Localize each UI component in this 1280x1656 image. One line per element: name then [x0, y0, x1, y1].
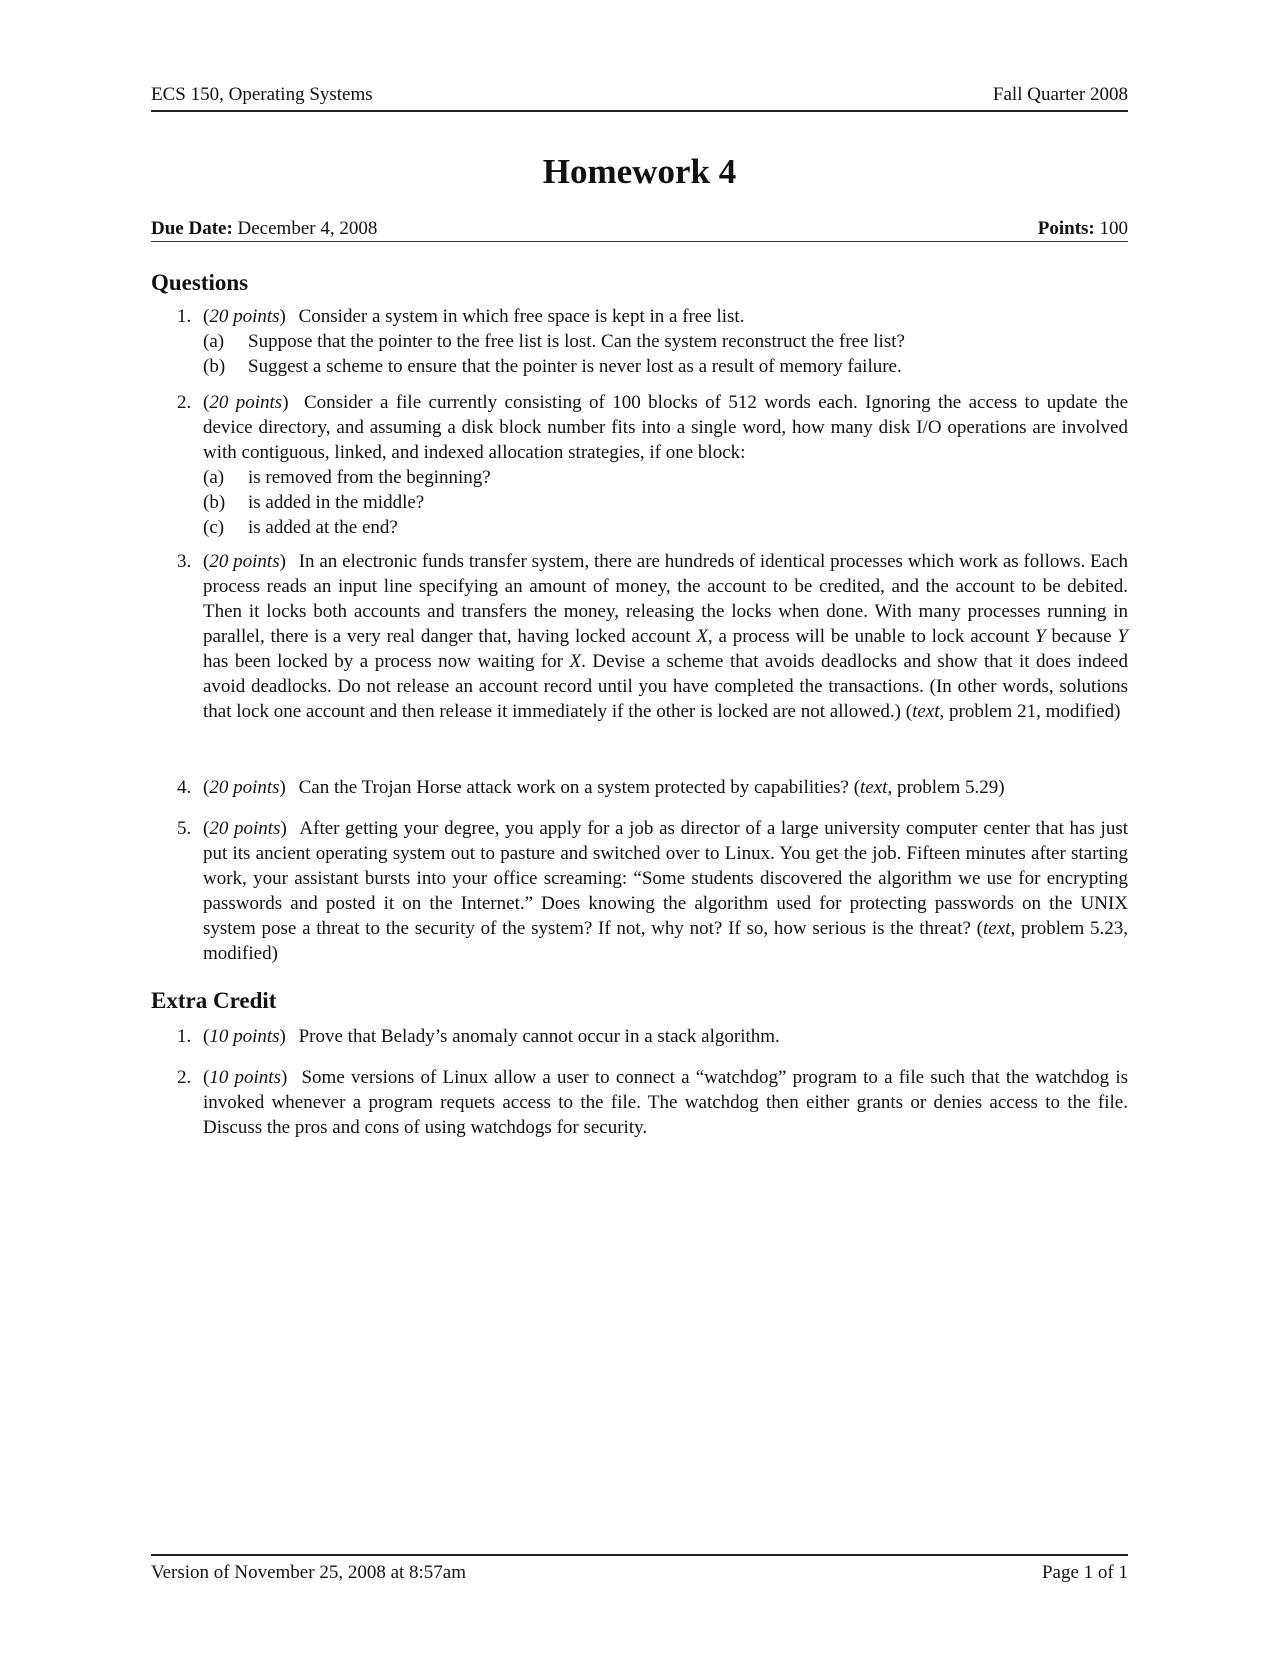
question-number: 2. [177, 1067, 192, 1088]
question-points: 10 points [209, 1026, 280, 1047]
extra-credit-heading: Extra Credit [151, 988, 277, 1013]
term: Fall Quarter 2008 [992, 84, 1128, 105]
header-rule [151, 110, 1128, 112]
question-text: (10 points) Prove that Belady’s anomaly cannot occur in a stack algorithm. [203, 1026, 780, 1047]
subquestion: (b) Suggest a scheme to ensure that the pointer is never lost as a result of memory failure. [203, 356, 902, 377]
question-1 [151, 304, 1128, 379]
question-3 [151, 549, 1128, 724]
question-number: 4. [177, 777, 192, 798]
question-points: 20 points [209, 818, 281, 839]
question-number: 1. [177, 306, 192, 327]
question-points: 20 points [209, 392, 283, 413]
question-text: (20 points) Can the Trojan Horse attack work on a system protected by capabilities? (text, problem 5.29) [203, 777, 1005, 798]
points-value: 100 [1099, 218, 1128, 239]
question-text: (20 points) Consider a file currently consisting of 100 blocks of 512 words each. Ignoring the access to update the device directory, and assuming a disk block number fits into a single word, how many disk I/O operations are involved with contiguous, linked, and indexed allocation strategies, if one block: [203, 392, 1129, 463]
running-footer [151, 1562, 1128, 1590]
question-number: 5. [177, 818, 192, 839]
question-points: 20 points [209, 551, 280, 572]
running-header [151, 84, 1128, 112]
page-number: Page 1 of 1 [1041, 1562, 1128, 1583]
question-text: (20 points) After getting your degree, you apply for a job as director of a large university computer center that has just put its ancient operating system out to pasture and switched over to Linux. You get the job. Fifteen minutes after starting work, your assistant bursts into your office screaming: “Some students discovered the algorithm we use for encrypting passwords and posted it on the Internet.” Does knowing the algorithm used for protecting passwords on the UNIX system pose a threat to the security of the system? If not, why not? If so, how serious is the threat? (text, problem 5.23, modified) [203, 818, 1128, 964]
question-points: 20 points [209, 777, 280, 798]
document-page [151, 0, 1128, 1656]
due-date [151, 218, 377, 240]
question-points: 10 points [209, 1067, 281, 1088]
extra-question-2 [151, 1065, 1128, 1140]
question-number: 2. [177, 392, 192, 413]
due-value: December 4, 2008 [237, 218, 378, 239]
question-points: 20 points [209, 306, 280, 327]
question-4 [151, 775, 1128, 800]
due-label: Due Date: [151, 218, 233, 239]
question-text: (20 points) Consider a system in which free space is kept in a free list. [203, 306, 745, 327]
page-title: Homework 4 [542, 152, 737, 191]
question-5 [151, 816, 1128, 966]
version-stamp: Version of November 25, 2008 at 8:57am [151, 1562, 467, 1583]
course-name: ECS 150, Operating Systems [151, 84, 373, 105]
question-number: 3. [177, 551, 192, 572]
footer-rule [151, 1554, 1128, 1556]
points-label: Points: [1037, 218, 1095, 239]
subquestion: (a) is removed from the beginning? [203, 467, 491, 488]
subquestion: (c) is added at the end? [203, 517, 398, 538]
subquestion: (b) is added in the middle? [203, 492, 425, 513]
question-number: 1. [177, 1026, 192, 1047]
due-rule [151, 241, 1128, 242]
subquestion: (a) Suppose that the pointer to the free list is lost. Can the system reconstruct the free list? [203, 331, 905, 352]
question-text: (20 points) In an electronic funds transfer system, there are hundreds of identical processes which work as follows. Each process reads an input line specifying an amount of money, the account to be credited, and the account to be debited. Then it locks both accounts and transfers the money, releasing the locks when done. With many processes running in parallel, there is a very real danger that, having locked account X, a process will be unable to lock account Y because Y has been locked by a process now waiting for X. Devise a scheme that avoids deadlocks and show that it does indeed avoid deadlocks. Do not release an account record until you have completed the transactions. (In other words, solutions that lock one account and then release it immediately if the other is locked are not allowed.) (text, problem 21, modified) [203, 551, 1129, 722]
points-total [1038, 218, 1128, 240]
extra-question-1 [151, 1024, 1128, 1049]
question-text: (10 points) Some versions of Linux allow a user to connect a “watchdog” program to a file such that the watchdog is invoked whenever a program requets access to the file. The watchdog then either grants or denies access to the file. Discuss the pros and cons of using watchdogs for security. [203, 1067, 1129, 1138]
questions-heading: Questions [151, 270, 249, 295]
question-2 [151, 390, 1128, 540]
